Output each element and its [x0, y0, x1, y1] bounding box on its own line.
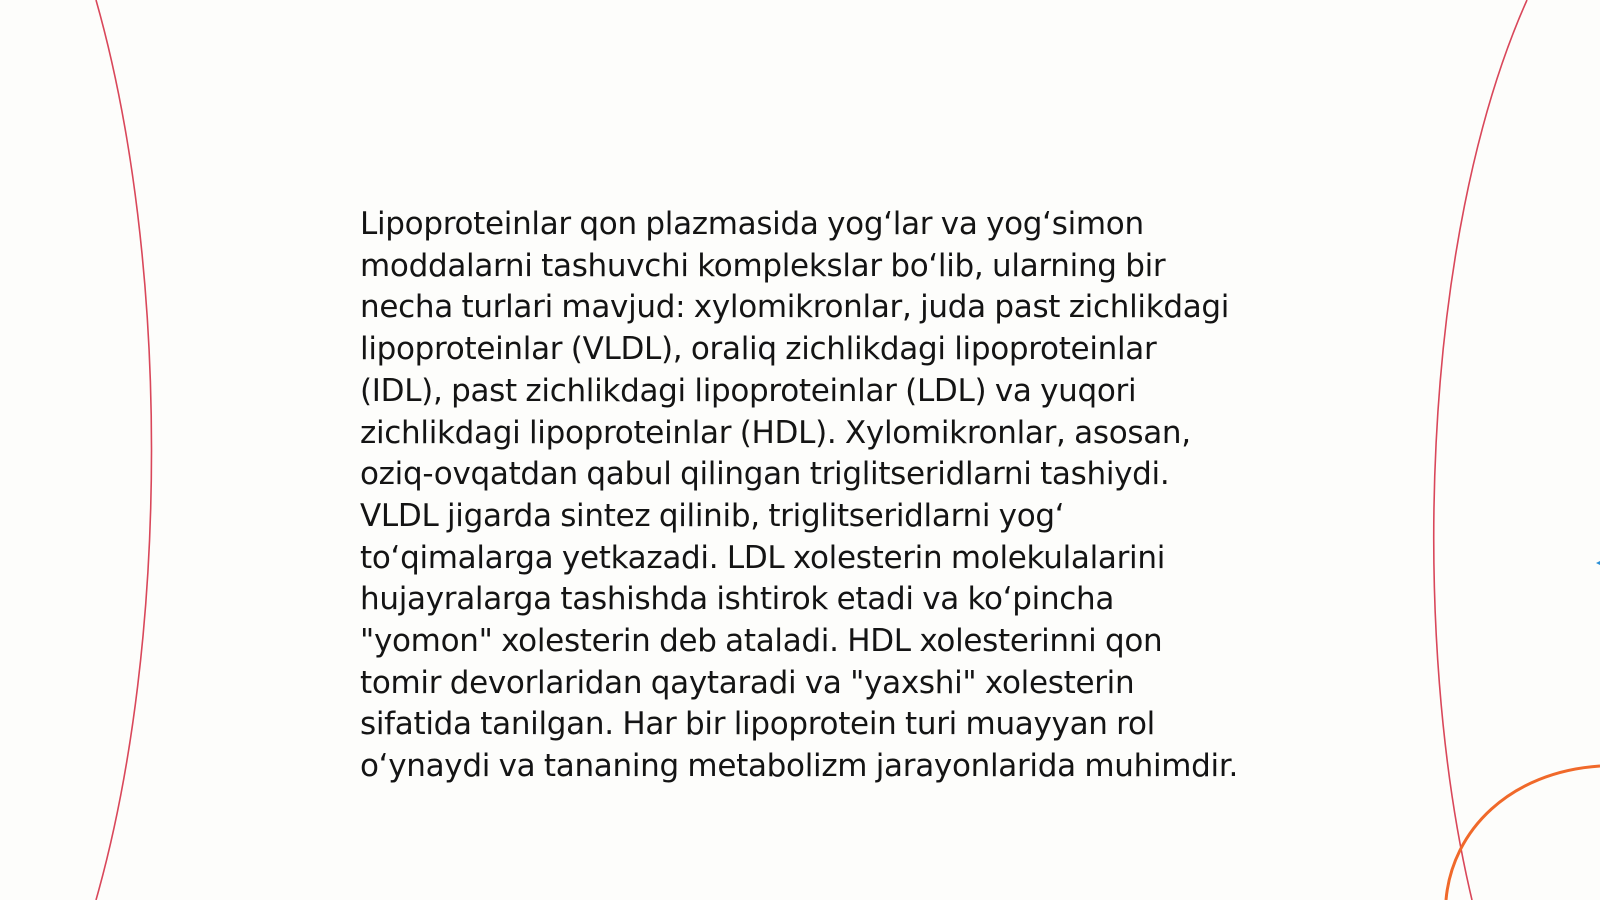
orange-arc — [1446, 766, 1600, 900]
left-curve-line — [96, 0, 152, 900]
blue-accent-mark — [1596, 561, 1600, 565]
right-curve-line — [1434, 0, 1527, 900]
body-text: Lipoproteinlar qon plazmasida yogʻlar va yogʻsimon moddalarni tashuvchi komplekslar boʻlib, ularning bir necha turlari mavjud: xylomikronlar, juda past zichlikdagi lipoproteinlar (VLDL), oraliq zichlikdagi lipoproteinlar (IDL), past zichlikdagi lipoproteinlar (LDL) va yuqori zichlikdagi lipoproteinlar (HDL). Xylomikronlar, asosan, oziq-ovqatdan qabul qilingan triglitseridlarni tashiydi. VLDL jigarda sintez qilinib, triglitseridlarni yogʻ toʻqimalarga yetkazadi. LDL xolesterin molekulalarini hujayralarga tashishda ishtirok etadi va koʻpincha "yomon" xolesterin deb ataladi. HDL xolesterinni qon tomir devorlaridan qaytaradi va "yaxshi" xolesterin sifatida tanilgan. Har bir lipoprotein turi muayyan rol oʻynaydi va tananing metabolizm jarayonlarida muhimdir. — [360, 206, 1239, 785]
